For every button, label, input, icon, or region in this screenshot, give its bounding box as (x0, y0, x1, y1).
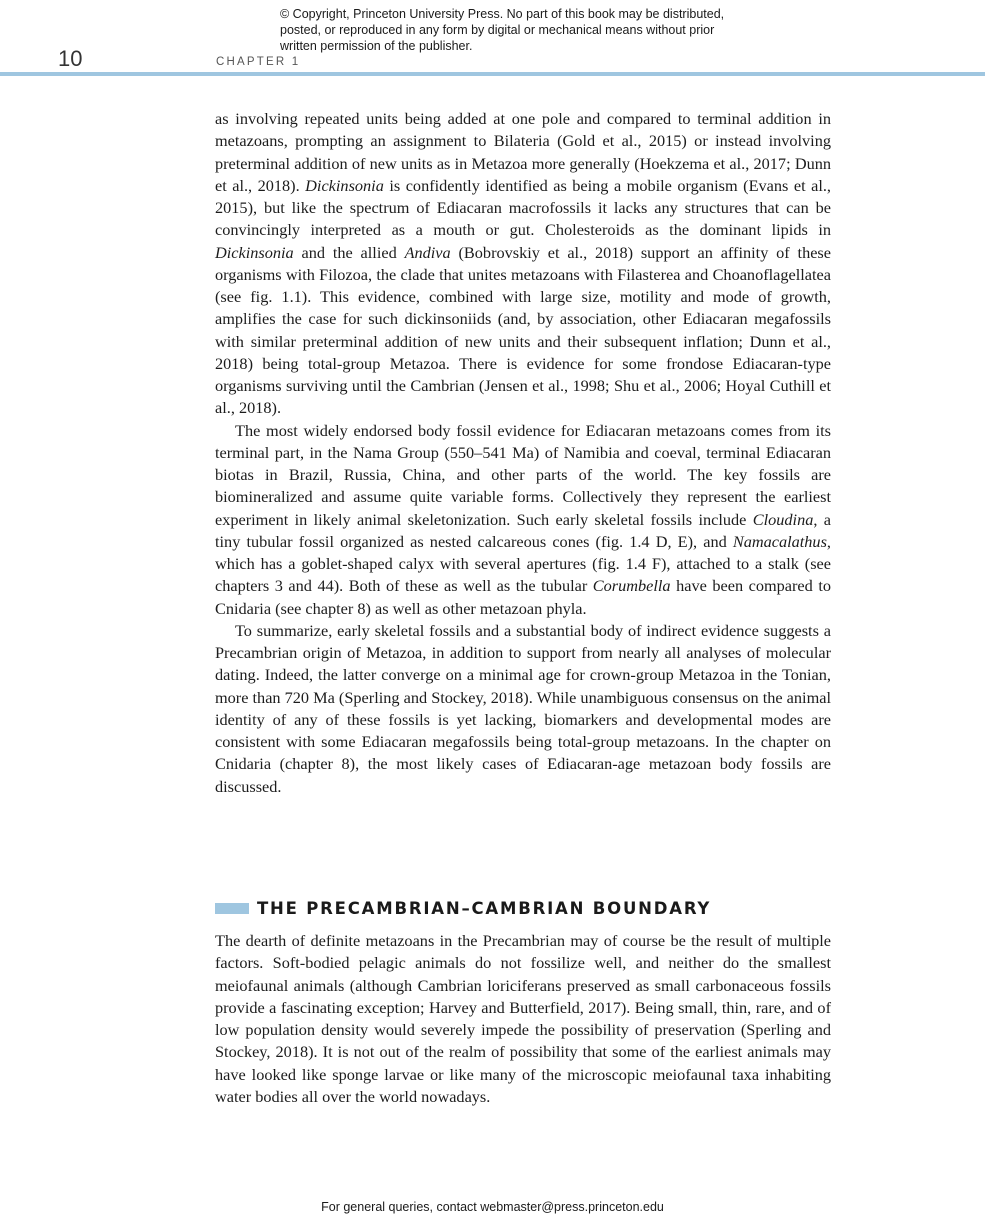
taxon-name: Corumbella (592, 576, 671, 596)
taxon-name: Andiva (404, 242, 451, 262)
paragraph-text: (Bobrovskiy et al., 2018) support an affinity of these organisms with Filozoa, the clade that unites metazoans with Filasterea and Choanoflagellatea (see fig. 1.1). This evidence, combined with large size, motility and mode of growth, amplifies the case for such dickinsoniids (and, by association, other Ediacaran megafossils with similar preterminal addition of new units and their subsequent inflation; Dunn et al., 2018) being total-group Metazoa. There is evidence for some frondose Ediacaran-type organisms surviving until the Cambrian (Jensen et al., 1998; Shu et al., 2006; Hoyal Cuthill et al., 2018). (215, 242, 831, 418)
paragraph-3 (215, 620, 831, 798)
section-heading-bar (215, 903, 249, 914)
section-paragraph: The dearth of definite metazoans in the Precambrian may of course be the result of multiple factors. Soft-bodied pelagic animals do not fossilize well, and neither do the smallest meiofaunal animals (although Cambrian loriciferans preserved as small carbonaceous fossils provide a fascinating exception; Harvey and Butterfield, 2017). Being small, thin, rare, and of low population density would severely impede the possibility of preservation (Sperling and Stockey, 2018). It is not out of the realm of possibility that some of the earliest animals may have looked like sponge larvae or like many of the microscopic meiofaunal taxa inhabiting water bodies all over the world nowadays. (215, 931, 831, 1106)
paragraph-text: To summarize, early skeletal fossils and a substantial body of indirect evidence suggests a Precambrian origin of Metazoa, in addition to support from nearly all analyses of molecular dating. Indeed, the latter converge on a minimal age for crown-group Metazoa in the Tonian, more than 720 Ma (Sperling and Stockey, 2018). While unambiguous consensus on the animal identity of any of these fossils is yet lacking, biomarkers and developmental modes are consistent with some Ediacaran megafossils being total-group metazoans. In the chapter on Cnidaria (chapter 8), the most likely cases of Ediacaran-age metazoan body fossils are discussed. (215, 620, 831, 796)
taxon-name: Dickinsonia (305, 175, 384, 195)
section-heading (215, 896, 711, 920)
paragraph-2 (215, 420, 831, 620)
taxon-name: Namacalathus (732, 531, 827, 551)
taxon-name: Cloudina (752, 509, 814, 529)
section-text-block (215, 930, 831, 1108)
paragraph-1 (215, 108, 831, 420)
copyright-notice: © Copyright, Princeton University Press. No part of this book may be distributed, posted, or reproduced in any form by digital or mechanical means without prior written permission of the publisher. (280, 7, 725, 53)
paragraph-text: , a tiny tubular fossil organized as nested calcareous cones (fig. 1.4 D, E), and (215, 509, 832, 551)
paragraph-text: The most widely endorsed body fossil evidence for Ediacaran metazoans comes from its terminal part, in the Nama Group (550–541 Ma) of Namibia and coeval, terminal Ediacaran biotas in Brazil, Russia, China, and other parts of the world. The key fossils are biomineralized and assume quite variable forms. Collectively they represent the earliest experiment in likely animal skeletonization. Such early skeletal fossils include (215, 420, 831, 529)
paragraph-text: is confidently identified as being a mobile organism (Evans et al., 2015), but like the spectrum of Ediacaran macrofossils it lacks any structures that can be convincingly interpreted as a mouth or gut. Cholesteroids as the dominant lipids in (215, 175, 831, 240)
footer-contact: For general queries, contact webmaster@press.princeton.edu (321, 1200, 664, 1214)
paragraph-text: have been compared to Cnidaria (see chapter 8) as well as other metazoan phyla. (215, 576, 831, 618)
section-title: THE PRECAMBRIAN–CAMBRIAN BOUNDARY (257, 898, 712, 918)
paragraph-text: as involving repeated units being added at one pole and compared to terminal addition in metazoans, prompting an assignment to Bilateria (Gold et al., 2015) or instead involving preterminal addition of new units as in Metazoa more generally (Hoekzema et al., 2017; Dunn et al., 2018). (215, 109, 831, 195)
paragraph-text: , which has a goblet-shaped calyx with several apertures (fig. 1.4 F), attached to a stalk (see chapters 3 and 44). Both of these as well as the tubular (215, 531, 831, 596)
header-rule (0, 72, 985, 76)
running-head: CHAPTER 1 (216, 56, 301, 68)
paragraph-text: and the allied (293, 242, 405, 262)
taxon-name: Dickinsonia (215, 242, 294, 262)
page-number: 10 (58, 46, 83, 71)
main-text-block (215, 108, 831, 798)
